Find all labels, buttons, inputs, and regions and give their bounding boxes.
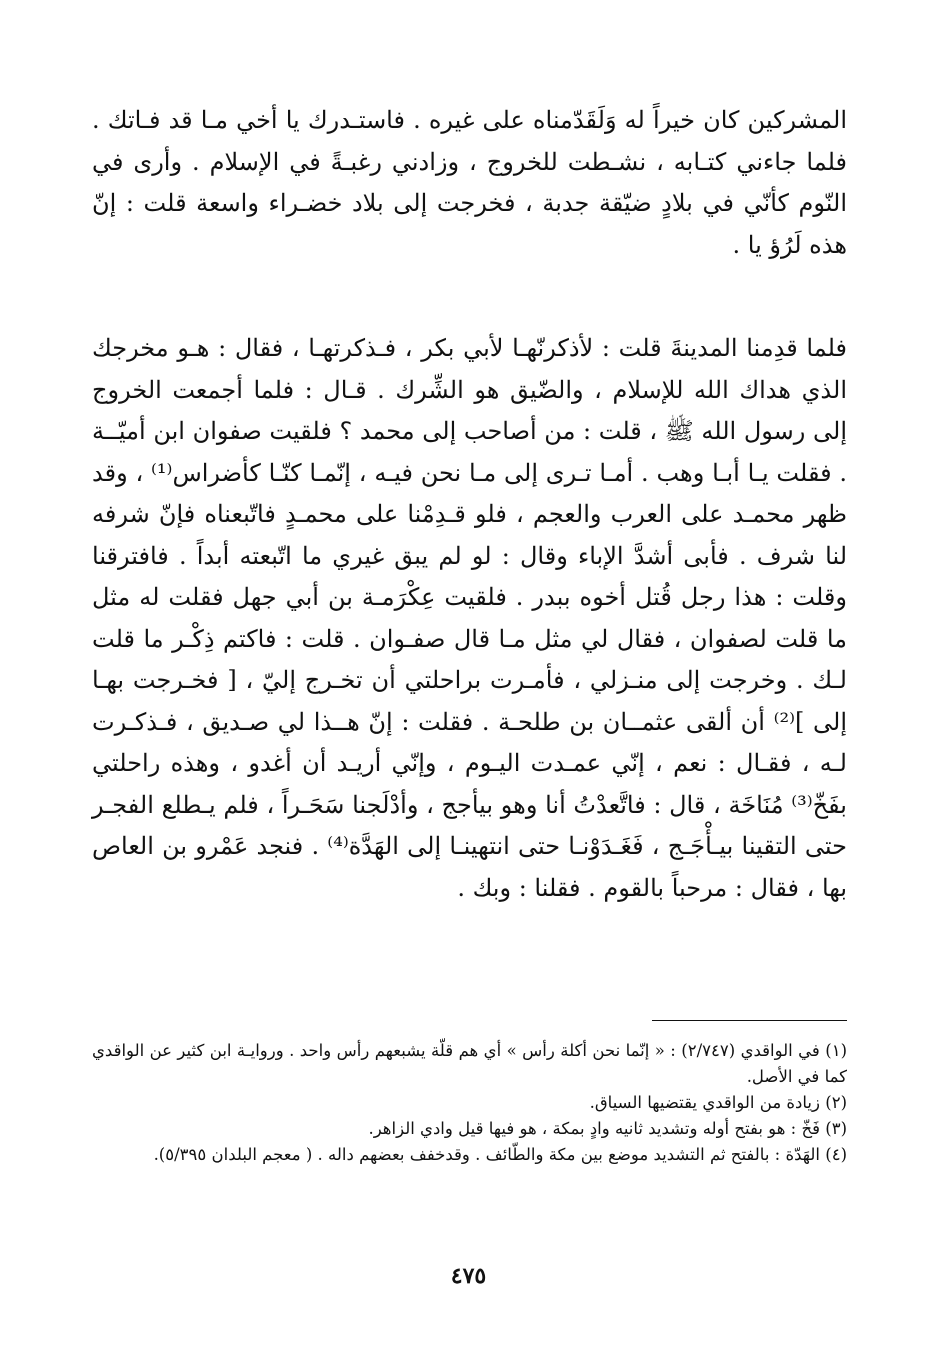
footnote-text: الهَدّة : بالفتح ثم التشديد موضع بين مكة والطّائف . وقدخفف بعضهم داله . ( معجم البلدان ٥/٣٩٥). [153, 1145, 820, 1164]
footnote-number: (٤) [825, 1145, 847, 1164]
footnote-1 [92, 1038, 847, 1090]
footnote-number: (٢) [825, 1093, 847, 1112]
footnote-3 [92, 1116, 847, 1142]
footnote-number: (١) [825, 1041, 847, 1060]
body-paragraph-2: فلما قدِمنا المدينةَ قلت : لأذكرنّهـا لأبي بكر ، فـذكرتهـا ، فقال : هـو مخرجك الذي هداك الله للإسلام ، والضّيق هو الشِّرك . قـال : فلما أجمعت الخروج إلى رسول الله ﷺ ، قلت : من أصاحب إلى محمد ؟ فلقيت صفوان ابن أميّــة . فقلت يـا أبـا وهب . أمـا تـرى إلى مـا نحن فيـه ، إنّمـا كنّـا كأضراس⁽¹⁾ ، وقد ظهر محمـد على العرب والعجم ، فلو قـدِمْنا على محمـدٍ فاتّبعناه فإنّ شرفه لنا شرف . فأبى أشدَّ الإباء وقال : لو لم يبق غيري ما اتّبعته أبداً . فافترقنا وقلت : هذا رجل قُتل أخوه ببدر . فلقيت عِكْرَمـة بن أبي جهل فقلت له مثل ما قلت لصفوان ، فقال لي مثل مـا قال صفـوان . قلت : فاكتم ذِكْـر ما قلت لـك . وخرجت إلى منـزلي ، فأمـرت براحلتي أن تخـرج إليّ ، [ فخـرجت بهـا إلى ]⁽²⁾ أن ألقى عثمــان بن طلحـة . فقلت : إنّ هــذا لي صـديق ، فـذكـرت لـه ، فقـال : نعم ، إنّي عمـدت اليـوم ، وإنّي أريـد أن أغدو ، وهذه راحلتي بفَخّ⁽³⁾ مُنَاخَة ، قال : فاتَّعدْتُ أنا وهو بيأجج ، وأدْلَجنا سَحَـراً ، فلم يـطلع الفجـر حتى التقينا بيـأْجَـج ، فَغَـدَوْنـا حتى انتهينـا إلى الهَدَّة⁽⁴⁾ . فنجد عَمْرو بن العاص بها ، فقال : مرحباً بالقوم . فقلنا : وبك . [92, 334, 847, 902]
footnote-text: زيادة من الواقدي يقتضيها السياق. [589, 1093, 820, 1112]
footnotes-list [92, 1038, 847, 1168]
footnote-4 [92, 1142, 847, 1168]
footnote-text: فَخّ : هو بفتح أوله وتشديد ثانيه وادٍ بمكة ، هو فيها قيل وادي الزاهر. [368, 1119, 820, 1138]
footnote-number: (٣) [825, 1119, 847, 1138]
footnote-text: في الواقدي (٢/٧٤٧) : « إنّما نحن أكلة رأس » أي هم قلّة يشبعهم رأس واحد . وروايـة ابن كثير عن الواقدي كما في الأصل. [92, 1041, 847, 1086]
footnote-separator [652, 1020, 847, 1021]
body-paragraph-1: المشركين كان خيراً له وَلَقَدّمناه على غيره . فاستـدرك يا أخي مـا قد فـاتك . فلما جاءني كتـابه ، نشـطت للخروج ، وزادني رغبـةً في الإسلام . وأرى في النّوم كأنّي في بلادٍ ضيّقة جدبة ، فخرجت إلى بلاد خضـراء واسعة قلت : إنّ هذه لَرُؤ يا . [92, 106, 848, 259]
page-number: ٤٧٥ [450, 1263, 487, 1289]
footnote-2 [92, 1090, 847, 1116]
